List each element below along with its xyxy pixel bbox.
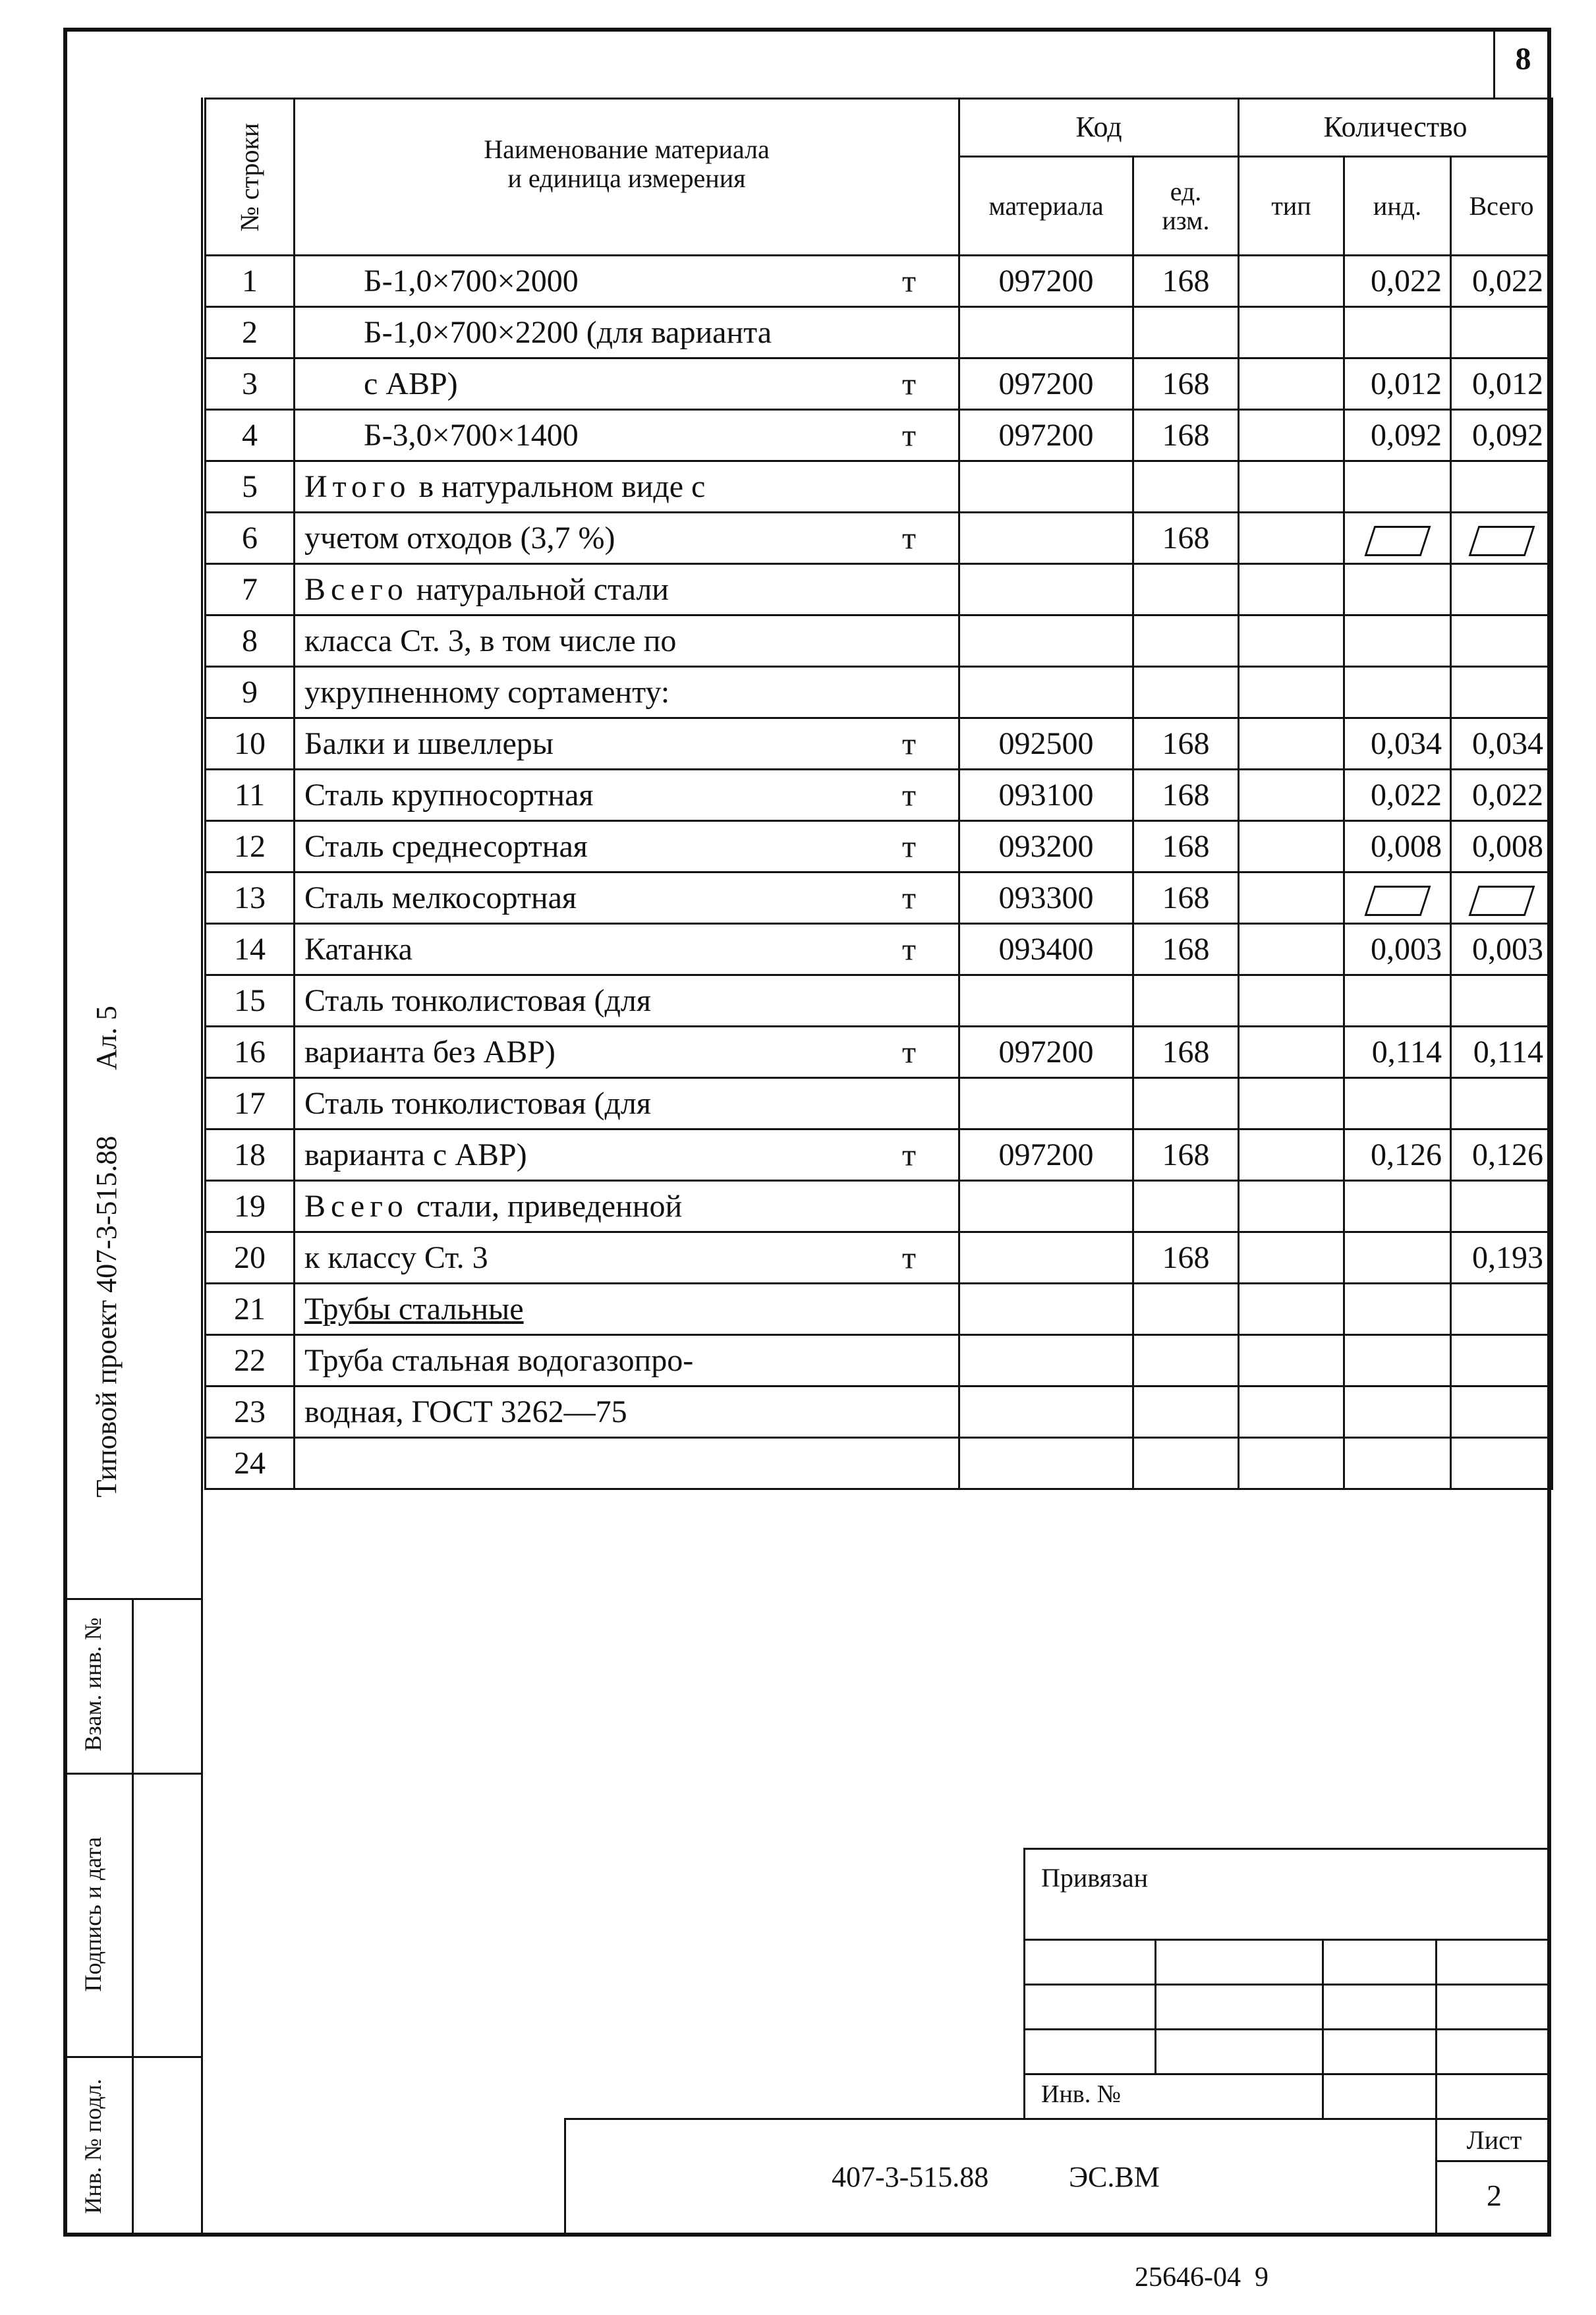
material-name-text: укрупненному сортаменту: xyxy=(304,675,670,710)
attached-label: Привязан xyxy=(1041,1863,1149,1893)
page-number: 8 xyxy=(1515,42,1531,76)
row-number-cell: 23 xyxy=(206,1386,295,1438)
quantity-type-cell xyxy=(1239,513,1344,564)
unit-code-cell xyxy=(1133,1284,1239,1335)
material-spec-table xyxy=(204,98,1553,1490)
quantity-type-cell xyxy=(1239,872,1344,924)
row-number-cell: 6 xyxy=(206,513,295,564)
material-code-cell xyxy=(959,1078,1133,1129)
replaces-inv-text: Взам. инв. № xyxy=(80,1617,106,1752)
unit-code-cell: 168 xyxy=(1133,1129,1239,1181)
quantity-total-cell xyxy=(1451,1335,1553,1386)
material-code-cell xyxy=(959,667,1133,718)
quantity-total-cell xyxy=(1451,1181,1553,1232)
row-number-cell: 11 xyxy=(206,770,295,821)
stamp-main-left xyxy=(564,2118,566,2237)
material-name-text: Сталь крупносортная xyxy=(304,778,594,813)
quantity-ind-cell xyxy=(1344,667,1451,718)
quantity-total-cell xyxy=(1451,615,1553,667)
row-number-cell: 5 xyxy=(206,461,295,513)
table-row xyxy=(206,564,1553,615)
material-code-cell: 092500 xyxy=(959,718,1133,770)
material-code-cell: 097200 xyxy=(959,1027,1133,1078)
quantity-ind-cell xyxy=(1344,1284,1451,1335)
quantity-type-cell xyxy=(1239,1438,1344,1489)
material-name-cell xyxy=(295,1438,959,1489)
quantity-ind-cell xyxy=(1344,1181,1451,1232)
signature-date-text: Подпись и дата xyxy=(80,1837,106,1992)
document-mark: ЭС.ВМ xyxy=(1069,2161,1160,2193)
sheet-label-divider xyxy=(1435,2160,1551,2162)
material-name-cell xyxy=(295,307,959,358)
quantity-ind-cell: 0,012 xyxy=(1344,358,1451,410)
dash-box-icon xyxy=(1364,526,1431,556)
table-row xyxy=(206,1232,1553,1284)
row-number-cell: 8 xyxy=(206,615,295,667)
unit-code-cell: 168 xyxy=(1133,256,1239,307)
quantity-ind-cell xyxy=(1344,872,1451,924)
quantity-type-cell xyxy=(1239,1386,1344,1438)
code-unit-header xyxy=(1133,157,1239,256)
album-vertical-label xyxy=(87,965,127,1110)
material-name-cell xyxy=(295,615,959,667)
material-name-text: с АВР) xyxy=(364,366,458,401)
material-name-cell xyxy=(295,924,959,975)
quantity-ind-cell: 0,003 xyxy=(1344,924,1451,975)
unit-text: т xyxy=(902,264,916,299)
quantity-total-cell: 0,092 xyxy=(1451,410,1553,461)
row-number-cell: 2 xyxy=(206,307,295,358)
material-code-cell xyxy=(959,975,1133,1027)
quantity-type-cell xyxy=(1239,1232,1344,1284)
row-number-cell: 15 xyxy=(206,975,295,1027)
row-number-cell: 19 xyxy=(206,1181,295,1232)
unit-text: т xyxy=(902,366,916,401)
material-name-cell xyxy=(295,770,959,821)
row-number-cell: 4 xyxy=(206,410,295,461)
stamp-col-1 xyxy=(1154,1939,1156,2073)
table-row xyxy=(206,358,1553,410)
unit-code-cell: 168 xyxy=(1133,821,1239,872)
unit-code-cell xyxy=(1133,1438,1239,1489)
material-code-cell: 097200 xyxy=(959,256,1133,307)
unit-text: т xyxy=(902,829,916,864)
material-name-cell xyxy=(295,1181,959,1232)
material-name-text: варианта с АВР) xyxy=(304,1137,527,1172)
quantity-total-cell xyxy=(1451,1284,1553,1335)
table-row xyxy=(206,256,1553,307)
unit-code-cell: 168 xyxy=(1133,513,1239,564)
unit-text: т xyxy=(902,418,916,453)
row-number-header-text: № строки xyxy=(235,123,264,231)
unit-code-cell: 168 xyxy=(1133,1027,1239,1078)
material-code-cell xyxy=(959,1386,1133,1438)
orig-inv-label xyxy=(74,2054,111,2239)
quantity-total-header: Всего xyxy=(1451,157,1553,256)
material-code-cell xyxy=(959,461,1133,513)
row-number-cell: 12 xyxy=(206,821,295,872)
material-name-cell xyxy=(295,667,959,718)
quantity-total-cell: 0,034 xyxy=(1451,718,1553,770)
material-code-cell: 093300 xyxy=(959,872,1133,924)
orig-inv-text: Инв. № подл. xyxy=(80,2078,106,2214)
code-header: Код xyxy=(959,99,1239,157)
code-material-header: материала xyxy=(959,157,1133,256)
material-name-cell xyxy=(295,1027,959,1078)
quantity-total-cell: 0,126 xyxy=(1451,1129,1553,1181)
quantity-type-header: тип xyxy=(1239,157,1344,256)
unit-text: т xyxy=(902,1035,916,1070)
dash-box-icon xyxy=(1468,526,1535,556)
row-number-header xyxy=(206,99,295,256)
footer-code: 25646-04 9 xyxy=(1135,2262,1268,2293)
row-number-cell: 3 xyxy=(206,358,295,410)
quantity-type-cell xyxy=(1239,1027,1344,1078)
material-name-cell xyxy=(295,872,959,924)
table-row xyxy=(206,1335,1553,1386)
quantity-type-cell xyxy=(1239,461,1344,513)
material-name-cell xyxy=(295,1335,959,1386)
material-name-text: к классу Ст. 3 xyxy=(304,1240,488,1275)
table-row xyxy=(206,667,1553,718)
quantity-ind-cell xyxy=(1344,307,1451,358)
unit-code-cell xyxy=(1133,1078,1239,1129)
row-number-cell: 9 xyxy=(206,667,295,718)
quantity-ind-cell xyxy=(1344,615,1451,667)
quantity-ind-cell: 0,034 xyxy=(1344,718,1451,770)
quantity-total-cell: 0,012 xyxy=(1451,358,1553,410)
quantity-type-cell xyxy=(1239,821,1344,872)
quantity-total-cell xyxy=(1451,1438,1553,1489)
unit-code-cell: 168 xyxy=(1133,358,1239,410)
row-number-cell: 18 xyxy=(206,1129,295,1181)
unit-code-cell xyxy=(1133,1335,1239,1386)
row-number-cell: 1 xyxy=(206,256,295,307)
table-row xyxy=(206,1129,1553,1181)
unit-text: т xyxy=(902,1240,916,1275)
quantity-total-cell: 0,114 xyxy=(1451,1027,1553,1078)
material-name-text: Б-1,0×700×2000 xyxy=(364,264,579,299)
material-code-cell: 093400 xyxy=(959,924,1133,975)
unit-code-cell: 168 xyxy=(1133,770,1239,821)
row-number-cell: 24 xyxy=(206,1438,295,1489)
quantity-ind-header: инд. xyxy=(1344,157,1451,256)
quantity-ind-cell xyxy=(1344,461,1451,513)
material-name-cell xyxy=(295,256,959,307)
material-name-cell xyxy=(295,564,959,615)
quantity-type-cell xyxy=(1239,667,1344,718)
inv-no-label: Инв. № xyxy=(1041,2080,1121,2108)
material-code-cell: 097200 xyxy=(959,358,1133,410)
stamp-col-2 xyxy=(1322,1939,1324,2118)
sheet-label: Лист xyxy=(1466,2125,1522,2155)
unit-text: т xyxy=(902,880,916,915)
quantity-header: Количество xyxy=(1239,99,1553,157)
material-name-text: Б-1,0×700×2200 (для варианта xyxy=(364,315,772,350)
quantity-type-cell xyxy=(1239,307,1344,358)
table-row xyxy=(206,615,1553,667)
material-name-text: класса Ст. 3, в том числе по xyxy=(304,623,677,658)
table-row xyxy=(206,1181,1553,1232)
quantity-type-cell xyxy=(1239,256,1344,307)
table-row xyxy=(206,872,1553,924)
row-number-cell: 14 xyxy=(206,924,295,975)
quantity-ind-cell: 0,114 xyxy=(1344,1027,1451,1078)
material-name-text: варианта без АВР) xyxy=(304,1035,556,1070)
unit-code-cell xyxy=(1133,307,1239,358)
material-name-cell xyxy=(295,1284,959,1335)
row-number-cell: 13 xyxy=(206,872,295,924)
table-row xyxy=(206,718,1553,770)
quantity-ind-cell xyxy=(1344,1078,1451,1129)
quantity-total-cell: 0,022 xyxy=(1451,256,1553,307)
unit-text: т xyxy=(902,726,916,761)
unit-code-cell: 168 xyxy=(1133,410,1239,461)
quantity-ind-cell: 0,022 xyxy=(1344,770,1451,821)
unit-code-cell xyxy=(1133,667,1239,718)
quantity-type-cell xyxy=(1239,1284,1344,1335)
table-row xyxy=(206,1078,1553,1129)
material-name-text: учетом отходов (3,7 %) xyxy=(304,521,615,556)
quantity-type-cell xyxy=(1239,358,1344,410)
material-name-cell xyxy=(295,1232,959,1284)
table-row xyxy=(206,1284,1553,1335)
row-number-cell: 20 xyxy=(206,1232,295,1284)
name-header-line1: Наименование материала xyxy=(484,134,770,164)
unit-text: т xyxy=(902,521,916,556)
quantity-ind-cell xyxy=(1344,513,1451,564)
quantity-ind-cell xyxy=(1344,1438,1451,1489)
unit-code-cell xyxy=(1133,461,1239,513)
material-name-cell xyxy=(295,410,959,461)
quantity-type-cell xyxy=(1239,1335,1344,1386)
material-code-cell xyxy=(959,513,1133,564)
material-code-cell xyxy=(959,564,1133,615)
quantity-total-cell xyxy=(1451,461,1553,513)
material-code-cell: 093200 xyxy=(959,821,1133,872)
spaced-lead-word: Итого xyxy=(304,469,411,504)
stamp-top-line xyxy=(1023,1848,1551,1850)
quantity-ind-cell: 0,008 xyxy=(1344,821,1451,872)
quantity-total-cell xyxy=(1451,564,1553,615)
quantity-type-cell xyxy=(1239,410,1344,461)
quantity-ind-cell xyxy=(1344,564,1451,615)
spaced-lead-word: Всего xyxy=(304,1189,409,1224)
material-code-cell xyxy=(959,1181,1133,1232)
table-row xyxy=(206,821,1553,872)
table-row xyxy=(206,1027,1553,1078)
unit-code-cell xyxy=(1133,564,1239,615)
material-code-cell: 093100 xyxy=(959,770,1133,821)
material-code-cell: 097200 xyxy=(959,1129,1133,1181)
material-code-cell: 097200 xyxy=(959,410,1133,461)
left-stamp-line-2 xyxy=(63,1773,203,1775)
material-code-cell xyxy=(959,307,1133,358)
unit-code-cell: 168 xyxy=(1133,924,1239,975)
table-row xyxy=(206,307,1553,358)
material-name-cell xyxy=(295,975,959,1027)
unit-code-cell xyxy=(1133,975,1239,1027)
quantity-type-cell xyxy=(1239,718,1344,770)
unit-code-cell xyxy=(1133,615,1239,667)
row-number-cell: 10 xyxy=(206,718,295,770)
material-code-cell xyxy=(959,1438,1133,1489)
table-row xyxy=(206,1438,1553,1489)
dash-box-icon xyxy=(1364,886,1431,916)
row-number-cell: 7 xyxy=(206,564,295,615)
dash-box-icon xyxy=(1468,886,1535,916)
quantity-ind-cell: 0,022 xyxy=(1344,256,1451,307)
material-name-cell xyxy=(295,358,959,410)
material-name-cell xyxy=(295,718,959,770)
quantity-type-cell xyxy=(1239,1181,1344,1232)
quantity-ind-cell: 0,092 xyxy=(1344,410,1451,461)
material-name-text: Сталь тонколистовая (для xyxy=(304,1086,651,1121)
unit-code-cell xyxy=(1133,1181,1239,1232)
material-code-cell xyxy=(959,1335,1133,1386)
stamp-main-top xyxy=(564,2118,1551,2120)
quantity-total-cell: 0,008 xyxy=(1451,821,1553,872)
material-name-text: Сталь среднесортная xyxy=(304,829,588,864)
quantity-total-cell: 0,022 xyxy=(1451,770,1553,821)
signature-date-label xyxy=(74,1802,111,2026)
quantity-total-cell xyxy=(1451,872,1553,924)
unit-code-cell: 168 xyxy=(1133,718,1239,770)
album-label-text: Ал. 5 xyxy=(90,1006,123,1070)
stamp-grid-line-4 xyxy=(1023,2073,1551,2075)
material-name-text: Б-3,0×700×1400 xyxy=(364,418,579,453)
sheet-number: 2 xyxy=(1487,2179,1502,2212)
unit-text: т xyxy=(902,932,916,967)
document-code: 407-3-515.88 xyxy=(832,2161,989,2193)
quantity-type-cell xyxy=(1239,924,1344,975)
stamp-grid-line-1 xyxy=(1023,1939,1551,1941)
quantity-total-cell xyxy=(1451,1386,1553,1438)
stamp-left-line xyxy=(1023,1848,1025,2118)
left-stamp-inner-divider xyxy=(132,1598,134,2237)
quantity-total-cell: 0,003 xyxy=(1451,924,1553,975)
material-name-text: Итого в натуральном виде с xyxy=(304,469,706,504)
unit-code-cell: 168 xyxy=(1133,872,1239,924)
table-row xyxy=(206,1386,1553,1438)
quantity-ind-cell xyxy=(1344,1232,1451,1284)
unit-code-cell xyxy=(1133,1386,1239,1438)
quantity-total-cell xyxy=(1451,975,1553,1027)
table-row xyxy=(206,513,1553,564)
quantity-total-cell xyxy=(1451,307,1553,358)
material-name-cell xyxy=(295,1386,959,1438)
quantity-ind-cell xyxy=(1344,975,1451,1027)
quantity-type-cell xyxy=(1239,1078,1344,1129)
code-unit-header-text: ед. изм. xyxy=(1162,176,1210,235)
quantity-type-cell xyxy=(1239,1129,1344,1181)
material-name-cell xyxy=(295,461,959,513)
material-name-cell xyxy=(295,821,959,872)
stamp-grid-line-2 xyxy=(1023,1984,1551,1986)
stamp-grid-line-3 xyxy=(1023,2028,1551,2030)
project-label-text: Типовой проект 407-3-515.88 xyxy=(90,1135,123,1498)
material-name-text: Катанка xyxy=(304,932,413,967)
material-name-cell xyxy=(295,513,959,564)
replaces-inv-label xyxy=(74,1599,111,1770)
row-number-cell: 21 xyxy=(206,1284,295,1335)
quantity-ind-cell xyxy=(1344,1386,1451,1438)
table-row xyxy=(206,461,1553,513)
name-header-line2: и единица измерения xyxy=(507,163,746,193)
quantity-type-cell xyxy=(1239,770,1344,821)
quantity-total-cell: 0,193 xyxy=(1451,1232,1553,1284)
table-row xyxy=(206,410,1553,461)
material-name-text: Трубы стальные xyxy=(304,1292,524,1327)
name-header xyxy=(295,99,959,256)
quantity-ind-cell xyxy=(1344,1335,1451,1386)
material-name-text: Балки и швеллеры xyxy=(304,726,554,761)
left-margin-divider xyxy=(201,98,203,2237)
unit-text: т xyxy=(902,778,916,813)
material-code-cell xyxy=(959,615,1133,667)
spaced-lead-word: Всего xyxy=(304,572,409,607)
material-name-text: Сталь мелкосортная xyxy=(304,880,577,915)
unit-text: т xyxy=(902,1137,916,1172)
quantity-total-cell xyxy=(1451,513,1553,564)
quantity-type-cell xyxy=(1239,564,1344,615)
material-name-text: Всего стали, приведенной xyxy=(304,1189,683,1224)
table-row xyxy=(206,924,1553,975)
row-number-cell: 17 xyxy=(206,1078,295,1129)
unit-code-cell: 168 xyxy=(1133,1232,1239,1284)
material-code-cell xyxy=(959,1284,1133,1335)
row-number-cell: 16 xyxy=(206,1027,295,1078)
material-code-cell xyxy=(959,1232,1133,1284)
table-row xyxy=(206,975,1553,1027)
quantity-type-cell xyxy=(1239,975,1344,1027)
quantity-type-cell xyxy=(1239,615,1344,667)
material-name-text: водная, ГОСТ 3262—75 xyxy=(304,1394,627,1429)
table-header-row-1 xyxy=(206,99,1553,157)
material-name-text: Всего натуральной стали xyxy=(304,572,669,607)
table-row xyxy=(206,770,1553,821)
material-name-cell xyxy=(295,1078,959,1129)
row-number-cell: 22 xyxy=(206,1335,295,1386)
material-name-cell xyxy=(295,1129,959,1181)
quantity-ind-cell: 0,126 xyxy=(1344,1129,1451,1181)
quantity-total-cell xyxy=(1451,667,1553,718)
material-name-text: Труба стальная водогазопро- xyxy=(304,1343,694,1378)
quantity-total-cell xyxy=(1451,1078,1553,1129)
material-name-text: Сталь тонколистовая (для xyxy=(304,983,651,1018)
